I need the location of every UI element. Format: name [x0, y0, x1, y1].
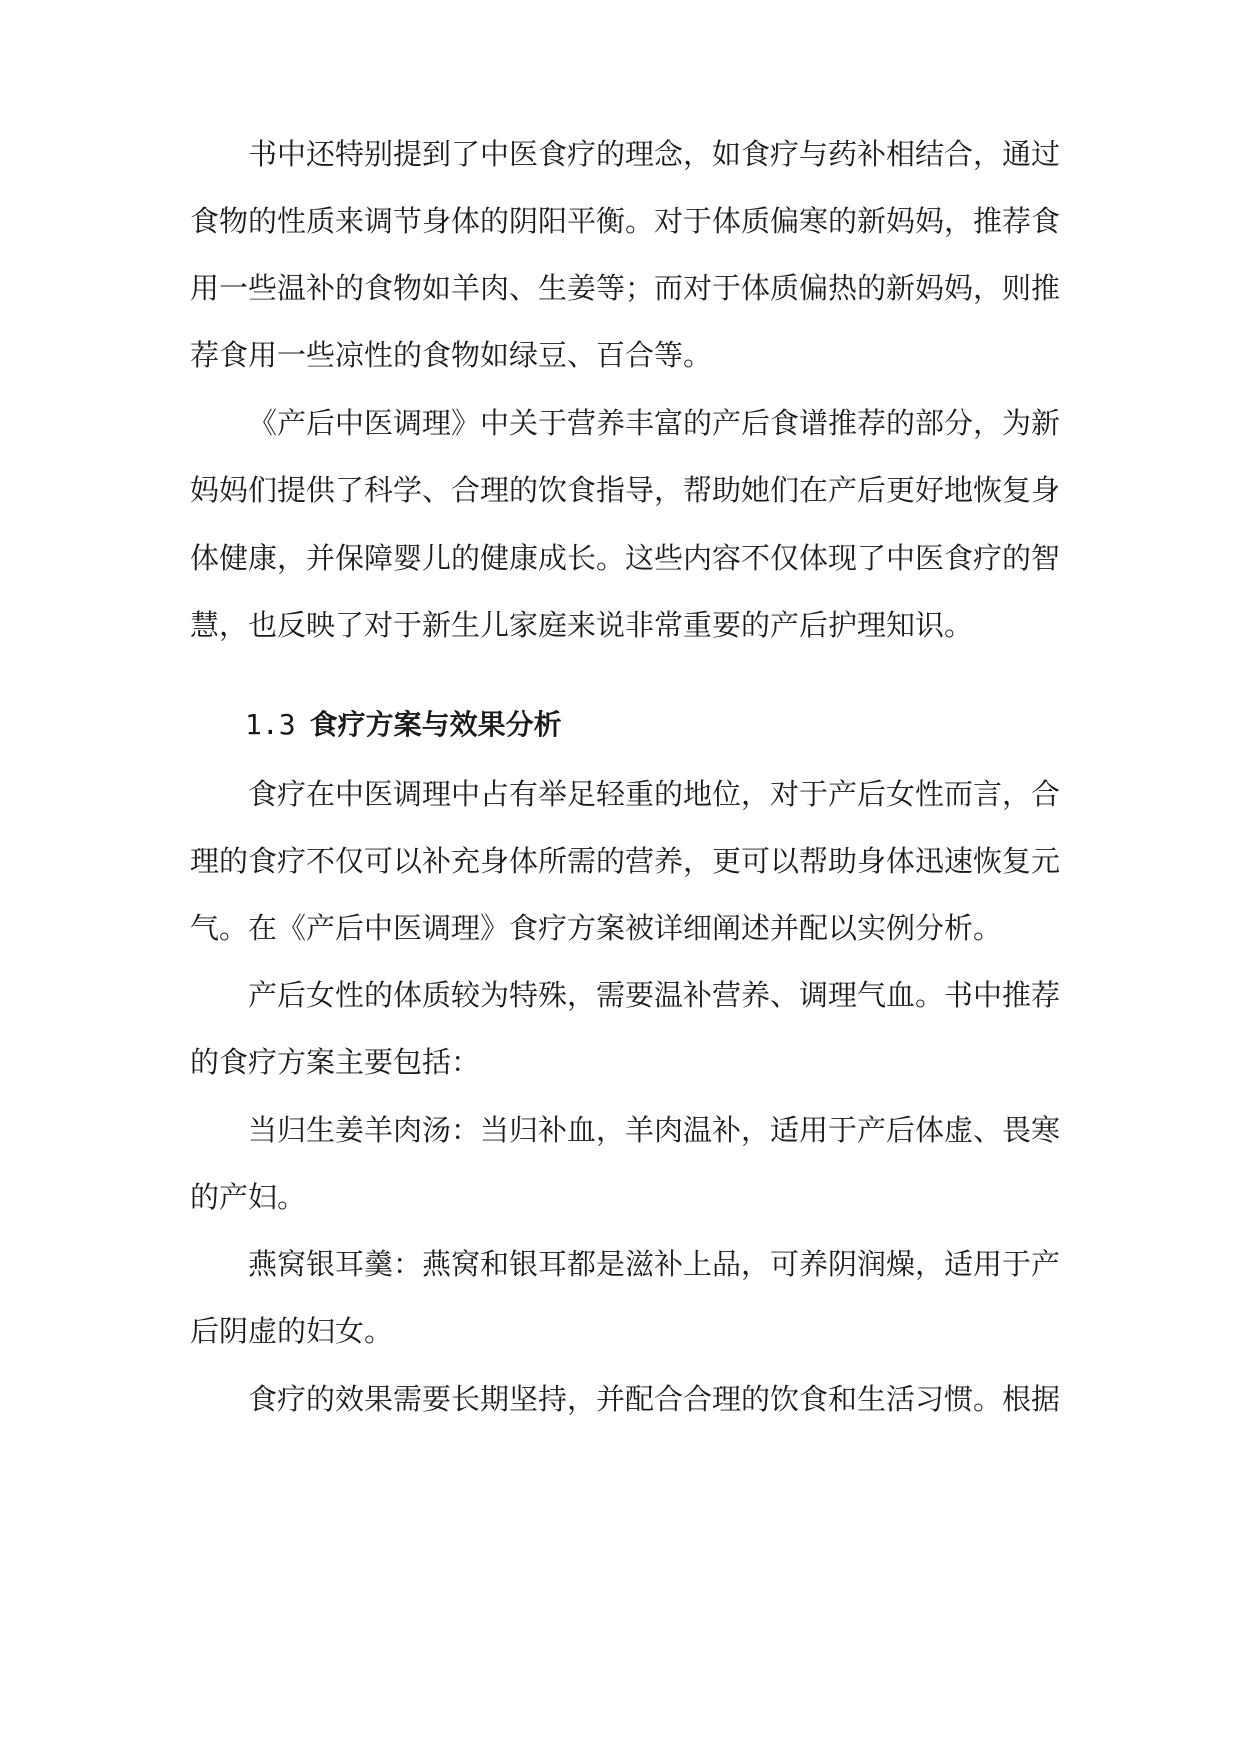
section-number: 1.3: [245, 708, 296, 741]
paragraph-line: 《产后中医调理》中关于营养丰富的产后食谱推荐的部分，为新: [248, 406, 1061, 440]
section-title: 食疗方案与效果分析: [309, 708, 562, 741]
paragraph-line: 后阴虚的妇女。: [190, 1314, 394, 1348]
paragraph-line: 当归生姜羊肉汤：当归补血，羊肉温补，适用于产后体虚、畏寒: [248, 1113, 1061, 1147]
paragraph-line: 气。在《产后中医调理》食疗方案被详细阐述并配以实例分析。: [190, 911, 1003, 945]
paragraph-line: 食疗的效果需要长期坚持，并配合合理的饮食和生活习惯。根据: [248, 1382, 1061, 1416]
paragraph-line: 妈妈们提供了科学、合理的饮食指导，帮助她们在产后更好地恢复身: [190, 473, 1061, 507]
paragraph-line: 食疗在中医调理中占有举足轻重的地位，对于产后女性而言，合: [248, 777, 1061, 811]
paragraph-line: 慧，也反映了对于新生儿家庭来说非常重要的产后护理知识。: [190, 608, 974, 642]
paragraph-line: 用一些温补的食物如羊肉、生姜等；而对于体质偏热的新妈妈，则推: [190, 271, 1061, 305]
paragraph-line: 体健康，并保障婴儿的健康成长。这些内容不仅体现了中医食疗的智: [190, 541, 1061, 575]
paragraph-line: 书中还特别提到了中医食疗的理念，如食疗与药补相结合，通过: [248, 137, 1061, 171]
section-heading: [245, 707, 562, 743]
paragraph-line: 的产妇。: [190, 1180, 307, 1214]
paragraph-line: 产后女性的体质较为特殊，需要温补营养、调理气血。书中推荐: [248, 978, 1061, 1012]
paragraph-line: 理的食疗不仅可以补充身体所需的营养，更可以帮助身体迅速恢复元: [190, 844, 1061, 878]
paragraph-line: 燕窝银耳羹：燕窝和银耳都是滋补上品，可养阴润燥，适用于产: [248, 1247, 1061, 1281]
paragraph-line: 荐食用一些凉性的食物如绿豆、百合等。: [190, 338, 713, 372]
paragraph-line: 食物的性质来调节身体的阴阳平衡。对于体质偏寒的新妈妈，推荐食: [190, 204, 1061, 238]
paragraph-line: 的食疗方案主要包括：: [190, 1045, 481, 1079]
